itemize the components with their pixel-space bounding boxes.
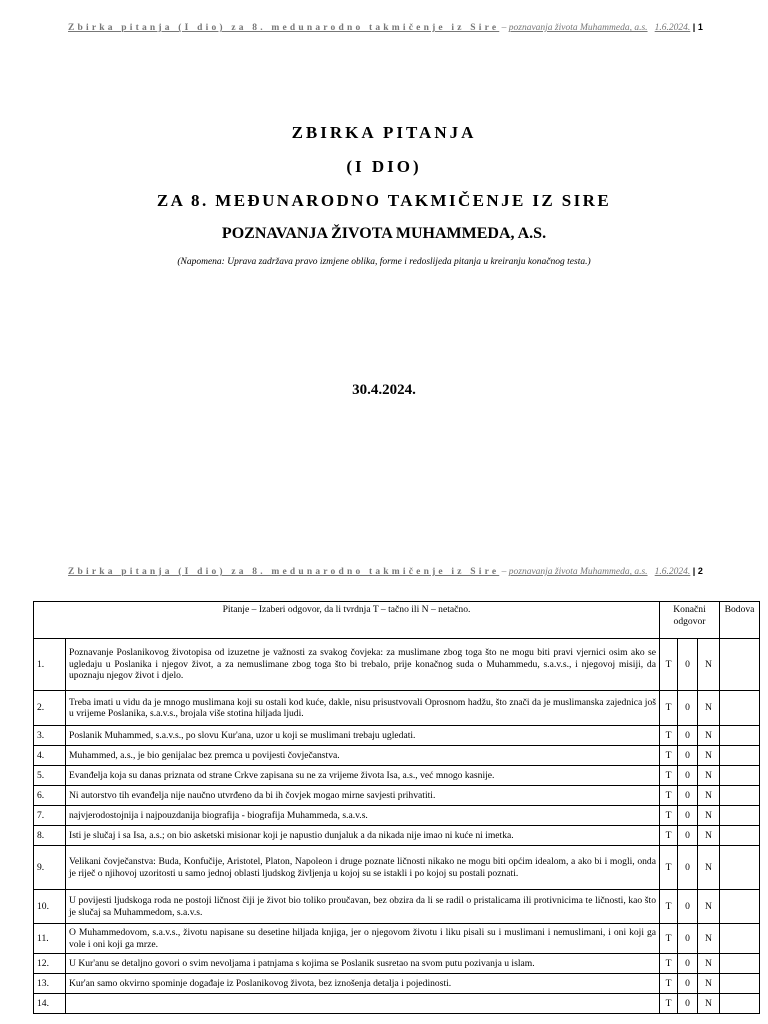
question-number: 10. — [34, 890, 66, 924]
answer-option-false: N — [698, 846, 720, 890]
title-note: (Napomena: Uprava zadržava pravo izmjene oblika, forme i redoslijeda pitanja u kreiranju konačnog testa.) — [177, 257, 591, 267]
answer-option-zero: 0 — [678, 994, 698, 1014]
answer-option-zero: 0 — [678, 890, 698, 924]
question-number: 11. — [34, 924, 66, 954]
header-date: 1.6.2024. — [654, 23, 691, 33]
answer-option-true: T — [660, 766, 678, 786]
question-number: 14. — [34, 994, 66, 1014]
table-row — [34, 786, 760, 806]
question-text: Kur'an samo okvirno spominje događaje iz Poslanikovog života, bez iznošenja detalja i pojedinosti. — [66, 974, 660, 994]
page-header — [68, 566, 708, 580]
question-text: Ni autorstvo tih evanđelja nije naučno utvrđeno da bi ih čovjek mogao mirne savjesti prihvatiti. — [66, 786, 660, 806]
header-dash: – — [499, 23, 509, 33]
answer-option-false: N — [698, 806, 720, 826]
questions-table — [33, 601, 760, 1014]
table-row — [34, 890, 760, 924]
answer-option-true: T — [660, 746, 678, 766]
table-row — [34, 954, 760, 974]
question-text: Poznavanje Poslanikovog životopisa od izuzetne je važnosti za svakog čovjeka: za muslimane zbog toga što ne mogu biti pravi vjernici osim ako se ugledaju u Poslanika i njegov život, a za nemuslimane zbog toga što bi trebalo, prije konačnog suda o Muhammedu, s.a.v.s., i njegovoj misiji, da upoznaju njegov život i djelo. — [66, 639, 660, 691]
title-line-3: ZA 8. MEĐUNARODNO TAKMIČENJE IZ SIRE — [156, 191, 612, 210]
answer-option-zero: 0 — [678, 726, 698, 746]
answer-option-true: T — [660, 846, 678, 890]
header-title: Zbirka pitanja (I dio) za 8. medunarodno takmičenje iz Sire — [68, 567, 500, 577]
answer-option-true: T — [660, 994, 678, 1014]
points-cell[interactable] — [720, 890, 760, 924]
answer-option-zero: 0 — [678, 974, 698, 994]
answer-option-zero: 0 — [678, 846, 698, 890]
question-number: 8. — [34, 826, 66, 846]
answer-option-false: N — [698, 766, 720, 786]
question-text: Isti je slučaj i sa Isa, a.s.; on bio asketski misionar koji je napustio dunjaluk a da nikada nije imao ni kuće ni imetka. — [66, 826, 660, 846]
table-row — [34, 726, 760, 746]
header-separator: | — [690, 22, 698, 32]
answer-option-zero: 0 — [678, 924, 698, 954]
points-cell[interactable] — [720, 766, 760, 786]
points-cell[interactable] — [720, 746, 760, 766]
answer-option-false: N — [698, 726, 720, 746]
question-text: najvjerodostojnija i najpouzdanija biografija - biografija Muhammeda, s.a.v.s. — [66, 806, 660, 826]
question-text: Treba imati u vidu da je mnogo muslimana koji su ostali kod kuće, dakle, nisu prisustvovali Oprosnom hadžu, što znači da je muslimanska zajednica još u vrijeme Poslanika, s.a.v.s., brojala više stotina hiljada ljudi. — [66, 691, 660, 726]
header-question: Pitanje – Izaberi odgovor, da li tvrdnja T – tačno ili N – netačno. — [34, 602, 660, 639]
answer-option-false: N — [698, 924, 720, 954]
question-text: Evanđelja koja su danas priznata od strane Crkve zapisana su ne za vrijeme života Isa, a.s., već mnogo kasnije. — [66, 766, 660, 786]
points-cell[interactable] — [720, 954, 760, 974]
points-cell[interactable] — [720, 691, 760, 726]
answer-option-zero: 0 — [678, 639, 698, 691]
question-number: 2. — [34, 691, 66, 726]
answer-option-false: N — [698, 826, 720, 846]
points-cell[interactable] — [720, 924, 760, 954]
points-cell[interactable] — [720, 806, 760, 826]
table-row — [34, 746, 760, 766]
points-cell[interactable] — [720, 974, 760, 994]
title-line-4: POZNAVANJA ŽIVOTA MUHAMMEDA, A.S. — [221, 225, 547, 242]
answer-option-zero: 0 — [678, 826, 698, 846]
table-row — [34, 826, 760, 846]
answer-option-false: N — [698, 954, 720, 974]
table-row — [34, 639, 760, 691]
header-date: 1.6.2024. — [654, 567, 691, 577]
header-points: Bodova — [720, 602, 760, 639]
table-row — [34, 766, 760, 786]
question-text: Poslanik Muhammed, s.a.v.s., po slovu Kur'ana, uzor u koji se muslimani trebaju ugledati. — [66, 726, 660, 746]
answer-option-true: T — [660, 974, 678, 994]
page-number: 2 — [697, 566, 703, 576]
answer-option-zero: 0 — [678, 786, 698, 806]
answer-option-true: T — [660, 826, 678, 846]
table-header-row — [34, 602, 760, 639]
header-answer: Konačni odgovor — [660, 602, 720, 639]
question-number: 6. — [34, 786, 66, 806]
points-cell[interactable] — [720, 786, 760, 806]
answer-option-false: N — [698, 890, 720, 924]
question-text: U povijesti ljudskoga roda ne postoji ličnost čiji je život bio toliko proučavan, bez obzira da li se radil o pristalicama ili protivnicima te ličnosti, kao što je slučaj sa Muhammedom, s.a.v.s. — [66, 890, 660, 924]
question-number: 4. — [34, 746, 66, 766]
answer-option-false: N — [698, 994, 720, 1014]
answer-option-true: T — [660, 691, 678, 726]
answer-option-zero: 0 — [678, 691, 698, 726]
answer-option-true: T — [660, 924, 678, 954]
question-number: 13. — [34, 974, 66, 994]
page-number: 1 — [697, 22, 703, 32]
title-line-2: (I DIO) — [346, 157, 422, 176]
points-cell[interactable] — [720, 994, 760, 1014]
question-text — [66, 994, 660, 1014]
answer-option-true: T — [660, 890, 678, 924]
answer-option-zero: 0 — [678, 766, 698, 786]
answer-option-true: T — [660, 806, 678, 826]
answer-option-false: N — [698, 639, 720, 691]
points-cell[interactable] — [720, 639, 760, 691]
table-row — [34, 691, 760, 726]
question-number: 5. — [34, 766, 66, 786]
page-header — [68, 22, 708, 36]
question-number: 7. — [34, 806, 66, 826]
header-subtitle: poznavanja života Muhammeda, a.s. — [508, 567, 648, 577]
points-cell[interactable] — [720, 726, 760, 746]
answer-option-true: T — [660, 954, 678, 974]
answer-option-zero: 0 — [678, 954, 698, 974]
answer-option-false: N — [698, 786, 720, 806]
header-subtitle: poznavanja života Muhammeda, a.s. — [508, 23, 648, 33]
table-row — [34, 974, 760, 994]
header-separator: | — [690, 566, 698, 576]
answer-option-false: N — [698, 746, 720, 766]
question-number: 9. — [34, 846, 66, 890]
table-row — [34, 846, 760, 890]
question-number: 1. — [34, 639, 66, 691]
answer-option-false: N — [698, 691, 720, 726]
answer-option-true: T — [660, 726, 678, 746]
answer-option-false: N — [698, 974, 720, 994]
question-text: Muhammed, a.s., je bio genijalac bez premca u povijesti čovječanstva. — [66, 746, 660, 766]
answer-option-zero: 0 — [678, 806, 698, 826]
answer-option-zero: 0 — [678, 746, 698, 766]
question-text: O Muhammedovom, s.a.v.s., životu napisane su desetine hiljada knjiga, jer o njegovom životu i liku pisali su i muslimani i nemuslimani, i oni koji ga vole i oni koji ga mrze. — [66, 924, 660, 954]
question-text: Velikani čovječanstva: Buda, Konfučije, Aristotel, Platon, Napoleon i druge poznate ličnosti nikako ne mogu biti općim idealom, a ako bi i mogli, onda je riječ o njihovoj uzoritosti u samo jednoj oblasti ljudskog življenja u kojoj su se istakli i po kojoj su postali poznati. — [66, 846, 660, 890]
header-dash: – — [499, 567, 509, 577]
document-date: 30.4.2024. — [352, 382, 416, 398]
points-cell[interactable] — [720, 826, 760, 846]
question-number: 3. — [34, 726, 66, 746]
table-row — [34, 994, 760, 1014]
points-cell[interactable] — [720, 846, 760, 890]
table-row — [34, 924, 760, 954]
question-number: 12. — [34, 954, 66, 974]
header-title: Zbirka pitanja (I dio) za 8. medunarodno takmičenje iz Sire — [68, 23, 500, 33]
answer-option-true: T — [660, 639, 678, 691]
question-text: U Kur'anu se detaljno govori o svim nevoljama i patnjama s kojima se Poslanik susretao na svom putu pozivanja u islam. — [66, 954, 660, 974]
answer-option-true: T — [660, 786, 678, 806]
title-line-1: ZBIRKA PITANJA — [291, 123, 477, 142]
table-row — [34, 806, 760, 826]
